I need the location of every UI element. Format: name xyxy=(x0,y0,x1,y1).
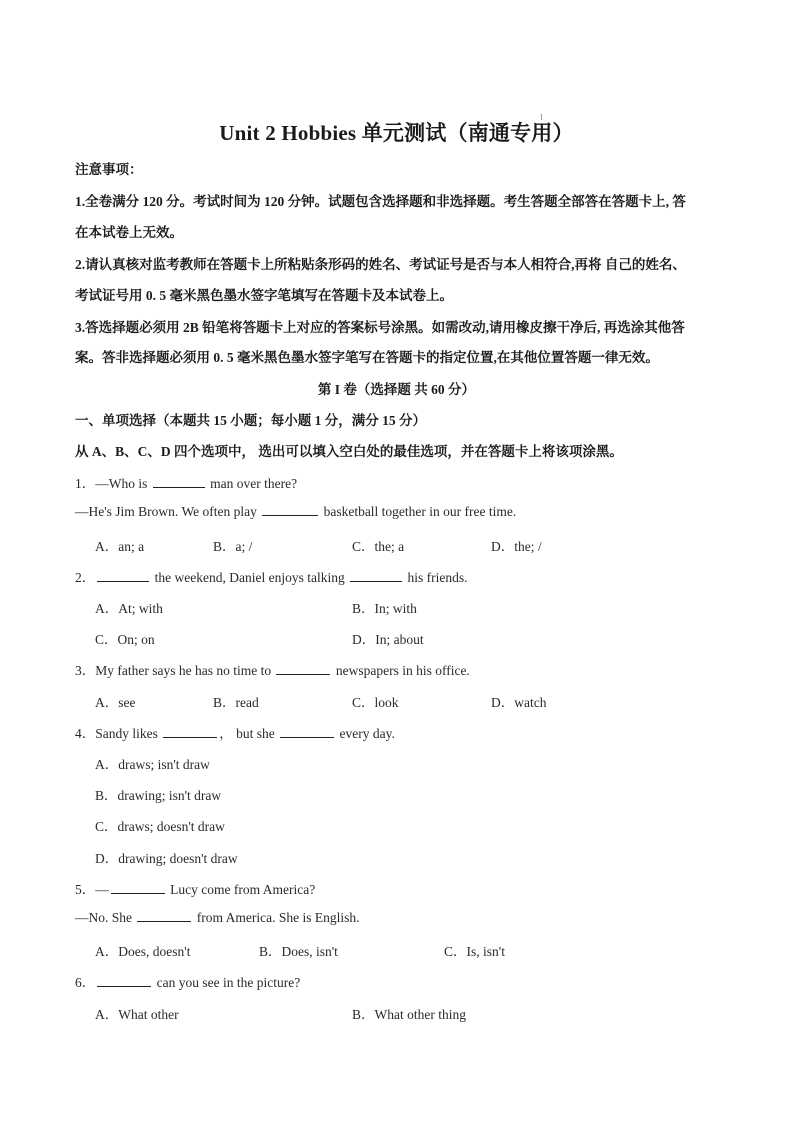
option-c: C．the; a xyxy=(352,539,405,554)
answer-blank xyxy=(111,881,165,894)
question-5-dialogue xyxy=(75,909,359,926)
option-b: B．a; / xyxy=(213,539,253,554)
answer-blank xyxy=(350,569,402,582)
option-a: A．Does, doesn't xyxy=(95,944,191,959)
question-5-text-a: 5．— xyxy=(75,882,109,897)
question-1-text-a: 1．—Who is xyxy=(75,476,148,491)
question-3-text-b: newspapers in his office. xyxy=(335,663,470,678)
option-a: A．At; with xyxy=(95,601,163,616)
option-a: A．an; a xyxy=(95,539,145,554)
option-d: D．drawing; doesn't draw xyxy=(95,851,238,866)
part1-instruction: 从 A、B、C、D 四个选项中， 选出可以填入空白处的最佳选项，并在答题卡上将该项涂黑。 xyxy=(75,444,623,459)
option-b: B．drawing; isn't draw xyxy=(95,788,222,803)
answer-blank xyxy=(163,725,217,738)
option-b: B．read xyxy=(213,695,259,710)
answer-blank xyxy=(280,725,334,738)
page-title: Unit 2 Hobbies 单元测试（南通专用） xyxy=(219,121,574,145)
question-5-text-d: from America. She is English. xyxy=(196,910,360,925)
question-4-text-a: 4．Sandy likes xyxy=(75,726,158,741)
notice-item-1-line-2: 在本试卷上无效。 xyxy=(75,225,183,240)
option-c: C．look xyxy=(352,695,399,710)
option-a: A．What other xyxy=(95,1007,179,1022)
question-2-text-b: his friends. xyxy=(407,570,468,585)
question-1-stem xyxy=(75,472,297,492)
option-b: B．In; with xyxy=(352,601,417,616)
question-4-stem xyxy=(75,722,395,742)
question-1-dialogue xyxy=(75,503,516,520)
question-3-stem xyxy=(75,659,470,679)
notice-item-1-line-1: 1.全卷满分 120 分。考试时间为 120 分钟。试题包含选择题和非选择题。考生答题全部答在答题卡上, 答 xyxy=(75,194,686,209)
question-5-text-c: —No. She xyxy=(75,910,132,925)
option-d: D．the; / xyxy=(491,539,542,554)
option-c: C．Is, isn't xyxy=(444,944,505,959)
question-5-text-b: Lucy come from America? xyxy=(170,882,316,897)
question-2-stem xyxy=(75,566,467,586)
part1-heading: 一、单项选择（本题共 15 小题；每小题 1 分，满分 15 分） xyxy=(75,413,426,428)
answer-blank xyxy=(97,569,149,582)
option-c: C．On; on xyxy=(95,632,155,647)
answer-blank xyxy=(97,974,151,987)
question-3-text-a: 3．My father says he has no time to xyxy=(75,663,272,678)
option-a: A．draws; isn't draw xyxy=(95,757,210,772)
notice-item-3-line-2: 案。答非选择题必须用 0. 5 毫米黑色墨水签字笔写在答题卡的指定位置,在其他位置答题一律无效。 xyxy=(75,350,659,365)
notice-item-3-line-1: 3.答选择题必须用 2B 铅笔将答题卡上对应的答案标号涂黑。如需改动,请用橡皮擦干净后, 再选涂其他答 xyxy=(75,320,685,335)
question-5-stem xyxy=(75,878,315,898)
notice-heading: 注意事项： xyxy=(75,162,143,177)
question-1-text-c: —He's Jim Brown. We often play xyxy=(75,504,257,519)
question-4-text-b: ， but she xyxy=(219,726,275,741)
question-1-text-b: man over there? xyxy=(210,476,298,491)
option-a: A．see xyxy=(95,695,136,710)
question-6-number: 6． xyxy=(75,975,96,990)
answer-blank xyxy=(153,475,205,488)
question-2-number: 2． xyxy=(75,570,96,585)
answer-blank xyxy=(276,662,330,675)
option-c: C．draws; doesn't draw xyxy=(95,819,225,834)
question-6-stem xyxy=(75,971,300,991)
section-title: 第 I 卷（选择题 共 60 分） xyxy=(317,382,476,397)
answer-blank xyxy=(262,503,318,516)
question-1-text-d: basketball together in our free time. xyxy=(323,504,517,519)
option-b: B．What other thing xyxy=(352,1007,466,1022)
notice-item-2-line-1: 2.请认真核对监考教师在答题卡上所粘贴条形码的姓名、考试证号是否与本人相符合,再将 自己的姓名、 xyxy=(75,257,686,272)
question-2-text-a: the weekend, Daniel enjoys talking xyxy=(154,570,345,585)
answer-blank xyxy=(137,909,191,922)
question-6-text: can you see in the picture? xyxy=(156,975,301,990)
option-d: D．In; about xyxy=(352,632,424,647)
option-b: B．Does, isn't xyxy=(259,944,338,959)
question-4-text-c: every day. xyxy=(339,726,395,741)
notice-item-2-line-2: 考试证号用 0. 5 毫米黑色墨水签字笔填写在答题卡及本试卷上。 xyxy=(75,288,453,303)
option-d: D．watch xyxy=(491,695,547,710)
